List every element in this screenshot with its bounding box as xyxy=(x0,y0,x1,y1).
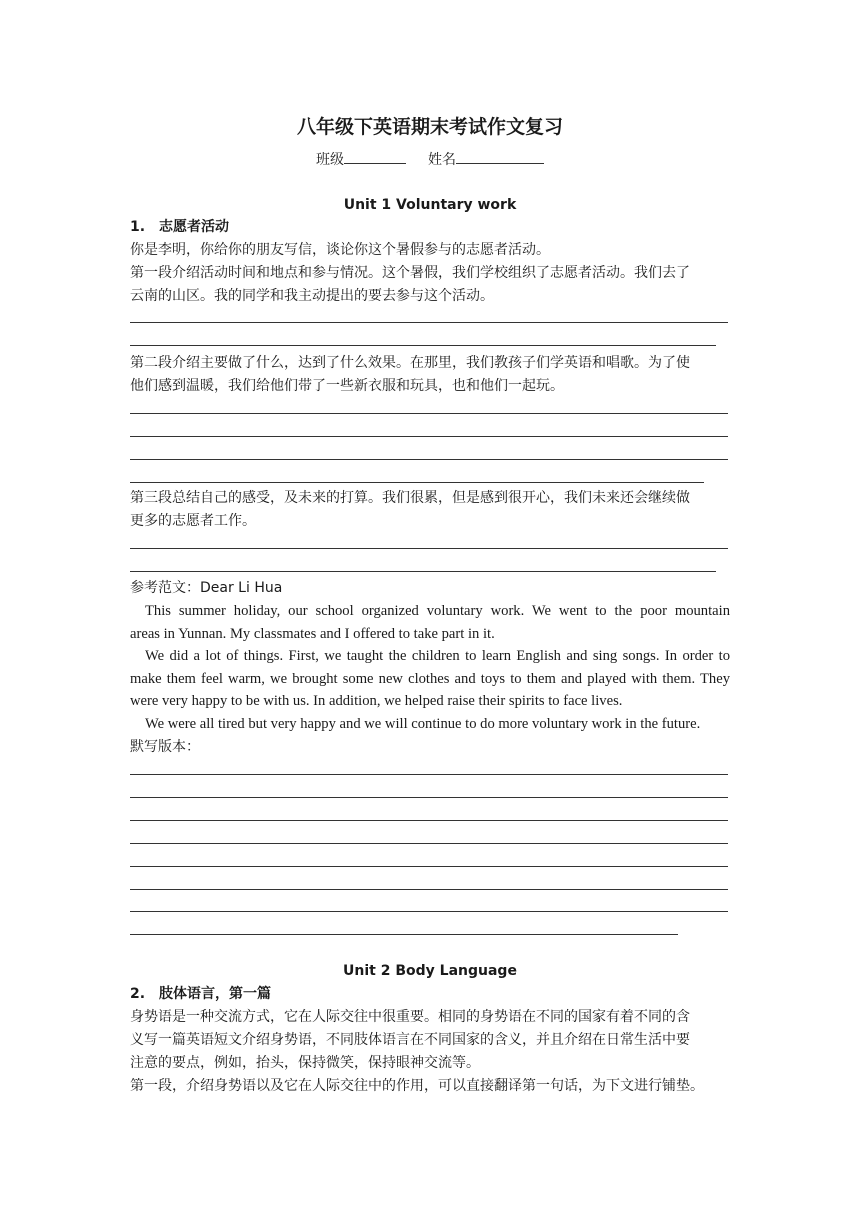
unit2-prompt-line3: 注意的要点，例如，抬头，保持微笑，保持眼神交流等。 xyxy=(130,1055,480,1071)
unit1-task-prompt: 你是李明，你给你的朋友写信，谈论你这个暑假参与的志愿者活动。 xyxy=(130,242,550,258)
sample-essay-line: were very happy to be with us. In addition, we helped raise their spirits to face lives. xyxy=(130,693,623,709)
page-title: 八年级下英语期末考试作文复习 xyxy=(296,116,563,138)
writing-line[interactable] xyxy=(130,774,728,775)
unit1-task-title: 1. 志愿者活动 xyxy=(130,219,230,235)
writing-line[interactable] xyxy=(130,482,704,483)
unit1-para3-line1: 第三段总结自己的感受，及未来的打算。我们很累，但是感到很开心，我们未来还会继续做 xyxy=(130,490,690,506)
unit2-prompt-line1: 身势语是一种交流方式，它在人际交往中很重要。相同的身势语在不同的国家有着不同的含 xyxy=(130,1009,690,1025)
class-label: 班级 xyxy=(316,152,344,168)
unit1-para1-line2: 云南的山区。我的同学和我主动提出的要去参与这个活动。 xyxy=(130,288,494,304)
writing-line[interactable] xyxy=(130,911,728,912)
unit2-para1-instruction: 第一段，介绍身势语以及它在人际交往中的作用，可以直接翻译第一句话，为下文进行铺垫。 xyxy=(130,1078,704,1094)
writing-line[interactable] xyxy=(130,820,728,821)
unit2-task-title: 2. 肢体语言，第一篇 xyxy=(130,986,272,1002)
unit1-para2-line1: 第二段介绍主要做了什么，达到了什么效果。在那里，我们教孩子们学英语和唱歌。为了使 xyxy=(130,355,690,371)
writing-line[interactable] xyxy=(130,436,728,437)
student-info-row xyxy=(0,149,860,171)
unit2-prompt-line2: 义写一篇英语短文介绍身势语，不同肢体语言在不同国家的含义，并且介绍在日常生活中要 xyxy=(130,1032,690,1048)
name-blank[interactable] xyxy=(456,150,544,164)
writing-line[interactable] xyxy=(130,934,678,935)
unit2-heading: Unit 2 Body Language xyxy=(343,963,517,979)
unit1-para1-line1: 第一段介绍活动时间和地点和参与情况。这个暑假，我们学校组织了志愿者活动。我们去了 xyxy=(130,265,690,281)
writing-line[interactable] xyxy=(130,345,716,346)
writing-line[interactable] xyxy=(130,322,728,323)
writing-line[interactable] xyxy=(130,797,728,798)
unit1-para3-line2: 更多的志愿者工作。 xyxy=(130,513,256,529)
dictation-label: 默写版本： xyxy=(130,739,200,755)
writing-line[interactable] xyxy=(130,413,728,414)
sample-essay-line: This summer holiday, our school organized voluntary work. We went to the poor mountain xyxy=(145,603,730,619)
unit1-heading: Unit 1 Voluntary work xyxy=(343,197,517,213)
name-label: 姓名 xyxy=(428,152,456,168)
writing-line[interactable] xyxy=(130,843,728,844)
unit1-para2-line2: 他们感到温暖，我们给他们带了一些新衣服和玩具，也和他们一起玩。 xyxy=(130,378,564,394)
writing-line[interactable] xyxy=(130,459,728,460)
writing-line[interactable] xyxy=(130,866,728,867)
sample-essay-line: areas in Yunnan. My classmates and I offered to take part in it. xyxy=(130,626,495,642)
sample-essay-label: 参考范文：Dear Li Hua xyxy=(130,580,283,596)
sample-essay-line: We did a lot of things. First, we taught the children to learn English and sing songs. In order to xyxy=(145,648,730,664)
writing-line[interactable] xyxy=(130,889,728,890)
sample-essay-line: We were all tired but very happy and we will continue to do more voluntary work in the future. xyxy=(145,716,701,732)
writing-line[interactable] xyxy=(130,548,728,549)
writing-line[interactable] xyxy=(130,571,716,572)
class-blank[interactable] xyxy=(344,150,406,164)
sample-essay-line: make them feel warm, we brought some new clothes and toys to them and played with them. They xyxy=(130,671,730,687)
